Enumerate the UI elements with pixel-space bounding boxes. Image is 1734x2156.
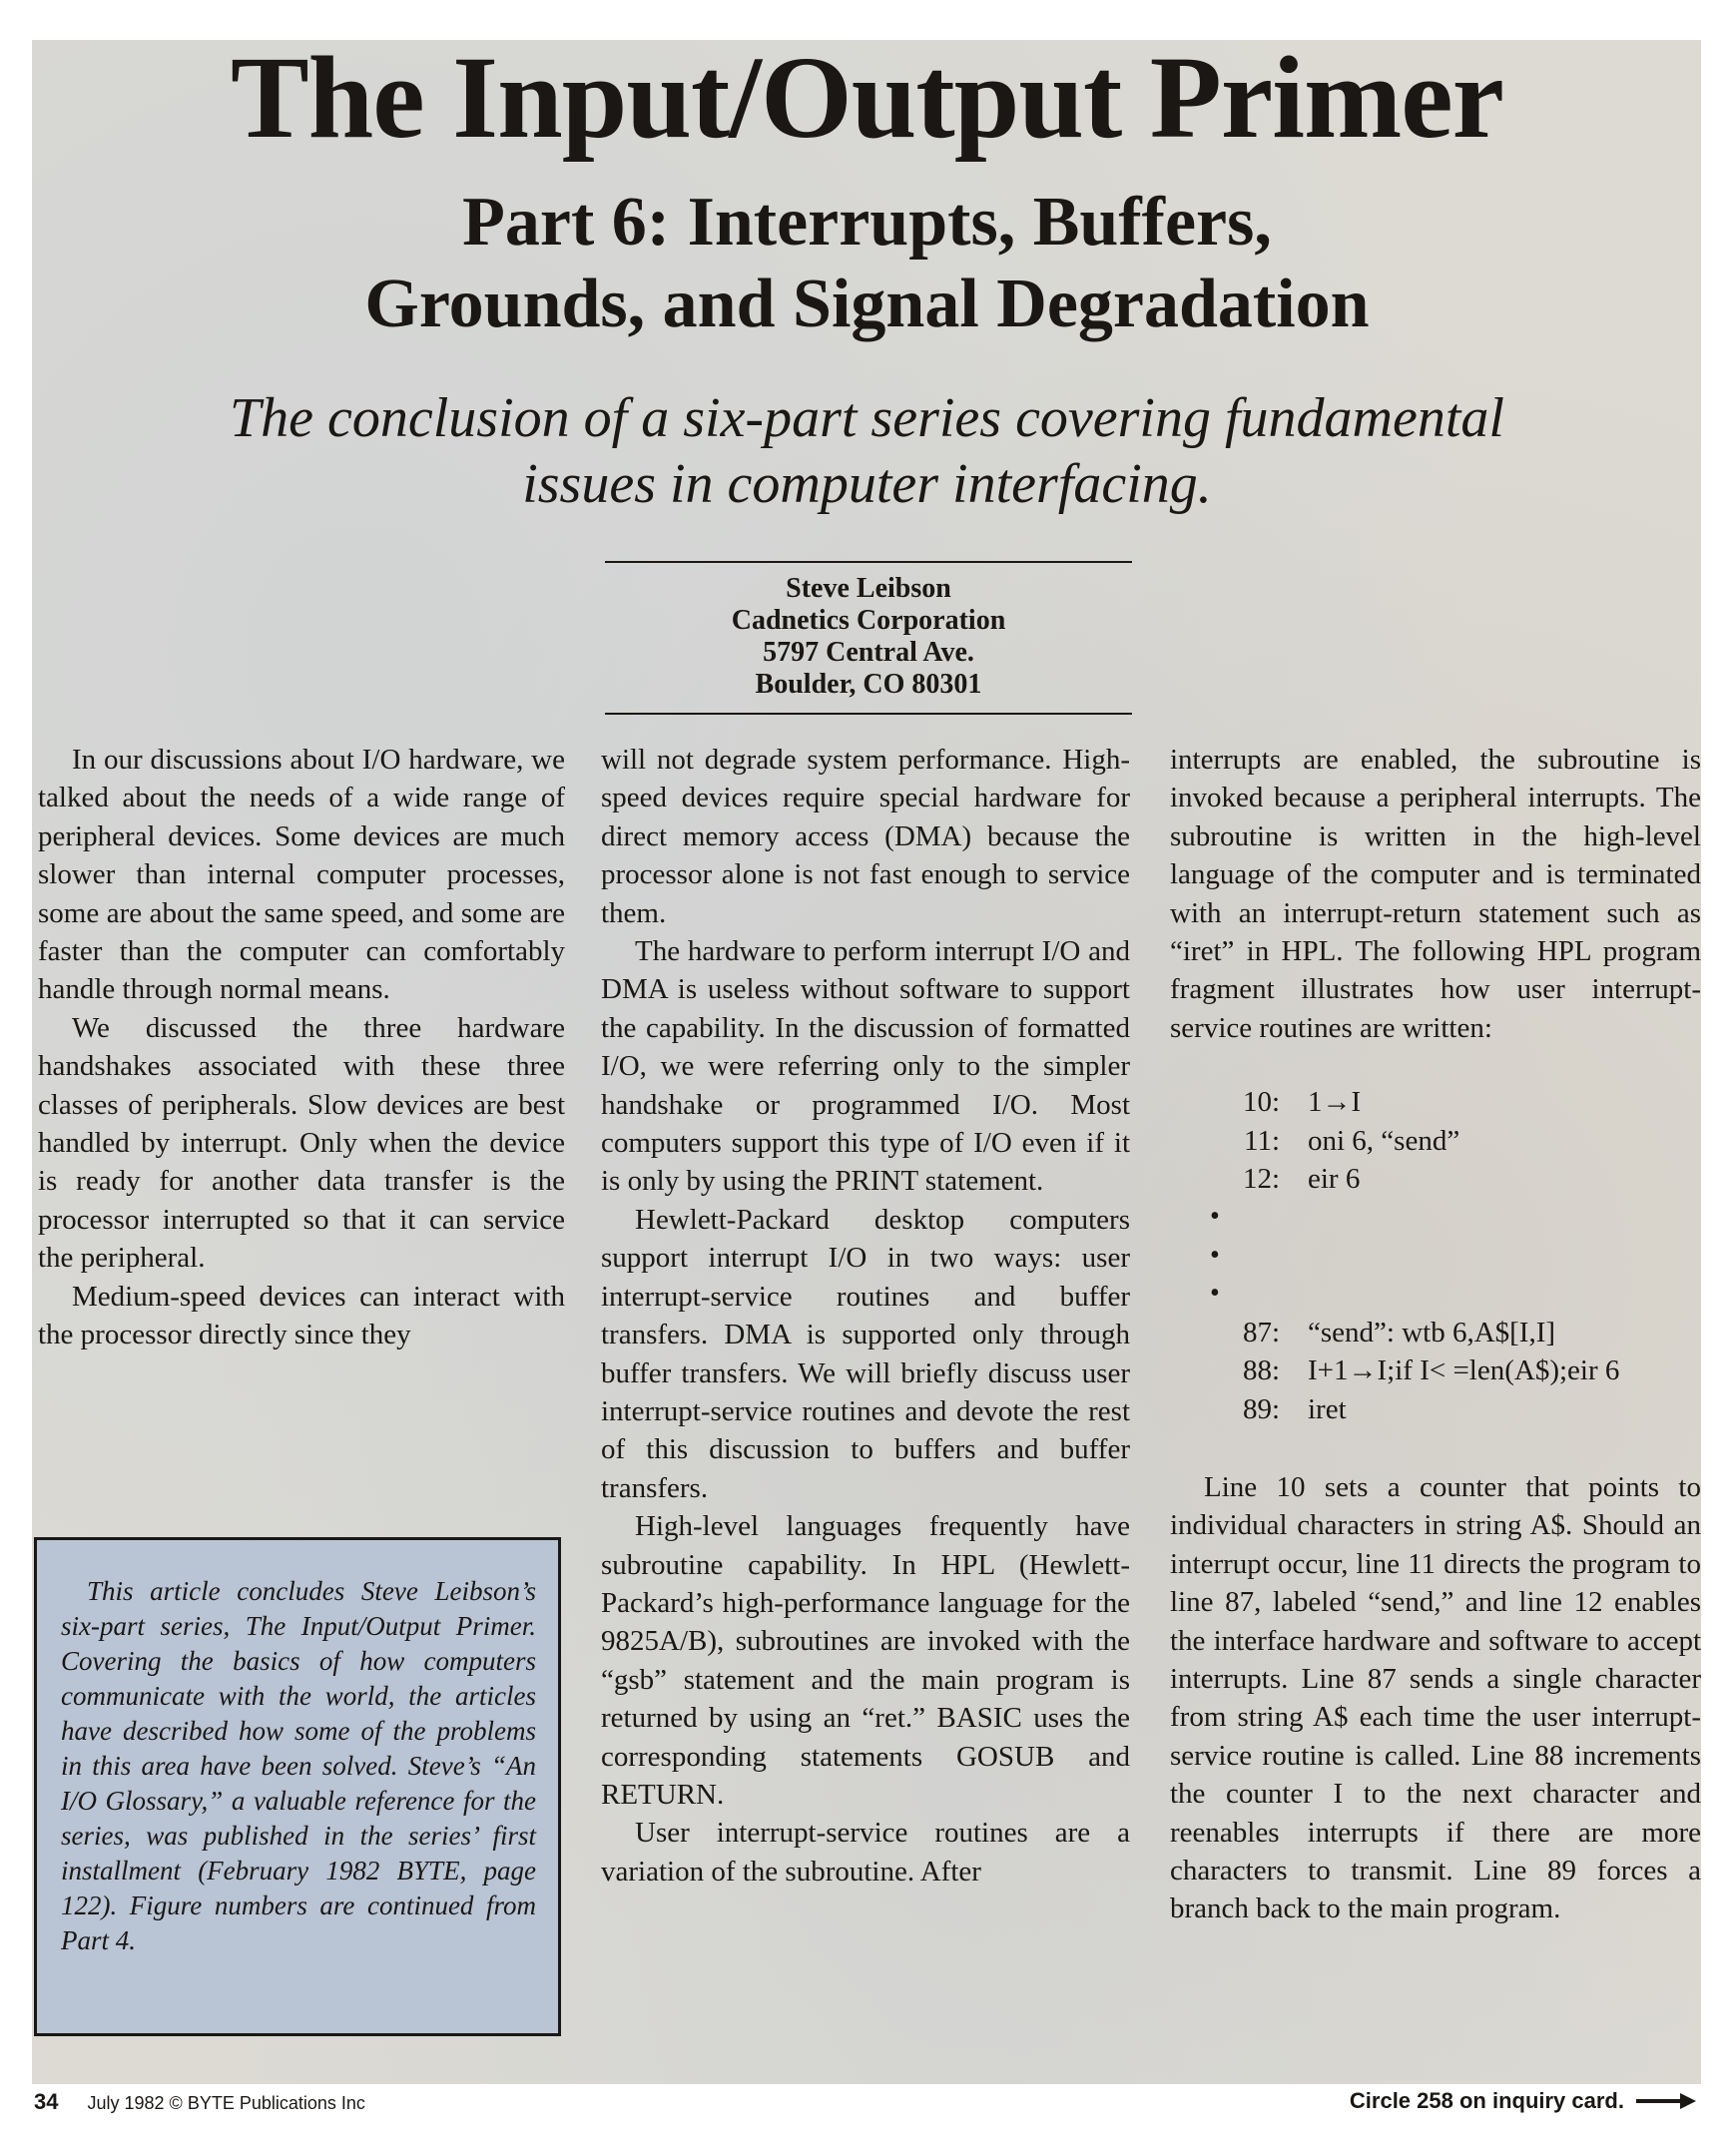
author-company: Cadnetics Corporation <box>731 605 1006 636</box>
article-title: The Input/Output Primer <box>230 32 1504 163</box>
code-line-text: eir 6 <box>1308 1163 1361 1196</box>
inquiry-note <box>1350 2088 1698 2114</box>
page-footer <box>34 2089 365 2115</box>
paragraph: High-level languages frequently have subroutine capability. In HPL (Hewlett-Packard’s high-performance language for the 9825A/B), subroutines are invoked with the “gsb” statement and the main program is returned by using an “ret.” BASIC uses the corresponding statements GOSUB and RETURN. <box>601 1510 1130 1811</box>
code-line-number: 11: <box>1244 1124 1280 1157</box>
code-line <box>1170 1160 1701 1198</box>
code-line <box>1170 1122 1701 1160</box>
code-line-text: iret <box>1308 1392 1347 1425</box>
subtitle-line-1: Part 6: Interrupts, Buffers, <box>462 184 1272 261</box>
code-ellipsis-bullet: • <box>1210 1239 1220 1271</box>
code-line-number: 89: <box>1242 1392 1280 1425</box>
code-line-text: oni 6, “send” <box>1308 1124 1460 1157</box>
code-line <box>1170 1390 1701 1428</box>
subtitle-line-2: Grounds, and Signal Degradation <box>364 266 1370 342</box>
hpl-code-listing <box>1170 1083 1701 1428</box>
code-line <box>1170 1351 1701 1389</box>
byline-rule-bottom <box>605 713 1132 715</box>
code-line-number: 87: <box>1242 1316 1280 1348</box>
paragraph: We discussed the three hardware handshakes associated with these three classes of peripherals. Slow devices are best handled by interrupt. Only when the device is ready for another data transfer is the processor interrupted so that it can service the peripheral. <box>38 1011 565 1275</box>
series-note-box <box>34 1537 561 2036</box>
code-line-text: 1→I <box>1308 1086 1362 1119</box>
code-line-text: “send”: wtb 6,A$[I,I] <box>1308 1316 1556 1348</box>
inquiry-text: Circle 258 on inquiry card. <box>1349 2088 1624 2113</box>
author-byline <box>605 573 1132 701</box>
article-deck <box>0 385 1734 517</box>
author-city: Boulder, CO 80301 <box>755 669 982 700</box>
paragraph: Medium-speed devices can interact with the processor directly since they <box>38 1280 565 1351</box>
deck-line-2: issues in computer interfacing. <box>522 453 1212 515</box>
paragraph: Hewlett-Packard desktop computers support interrupt I/O in two ways: user interrupt-service routines and buffer transfers. DMA is supported only through buffer transfers. We will briefly discuss user interrupt-service routines and devote the rest of this discussion to buffers and buffer transfers. <box>601 1203 1130 1504</box>
code-line-number: 88: <box>1242 1354 1280 1387</box>
text-column-3 <box>1170 741 1701 1928</box>
paragraph: will not degrade system performance. High-speed devices require special hardware for direct memory access (DMA) because the processor alone is not fast enough to service them. <box>601 744 1130 929</box>
deck-line-1: The conclusion of a six-part series covering fundamental <box>230 387 1504 449</box>
text-column-1 <box>38 741 565 1354</box>
paragraph: Line 10 sets a counter that points to individual characters in string A$. Should an interrupt occur, line 11 directs the program to line 87, labeled “send,” and line 12 enables the interface hardware and software to accept interrupts. Line 87 sends a single character from string A$ each time the user interrupt-service routine is called. Line 88 increments the counter I to the next character and reenables interrupts if there are more characters to transmit. Line 89 forces a branch back to the main program. <box>1170 1470 1701 1925</box>
paragraph: In our discussions about I/O hardware, we talked about the needs of a wide range of peripheral devices. Some devices are much slower than internal computer processes, some are about the same speed, and some are faster than the computer can comfortably handle through normal means. <box>38 744 565 1006</box>
text-column-2 <box>601 741 1130 1890</box>
right-arrow-icon <box>1634 2091 1698 2111</box>
article-subtitle <box>0 182 1734 345</box>
paragraph: User interrupt-service routines are a variation of the subroutine. After <box>601 1817 1130 1887</box>
code-line-number: 10: <box>1242 1086 1280 1119</box>
paragraph: interrupts are enabled, the subroutine is invoked because a peripheral interrupts. The subroutine is written in the high-level language of the computer and is terminated with an interrupt-return statement such as “iret” in HPL. The following HPL program fragment illustrates how user interrupt-service routines are written: <box>1170 744 1701 1044</box>
code-line-number: 12: <box>1242 1163 1280 1196</box>
code-ellipsis-bullet: • <box>1210 1201 1220 1233</box>
paragraph: The hardware to perform interrupt I/O and DMA is useless without software to support the capability. In the discussion of formatted I/O, we were referring only to the simpler handshake or programmed I/O. Most computers support this type of I/O even if it is only by using the PRINT statement. <box>601 935 1130 1198</box>
code-line <box>1170 1083 1701 1121</box>
code-line <box>1170 1314 1701 1351</box>
author-street: 5797 Central Ave. <box>763 637 974 668</box>
code-ellipsis-bullet: • <box>1210 1278 1220 1310</box>
publication-credit: July 1982 © BYTE Publications Inc <box>87 2093 365 2113</box>
series-note-text: This article concludes Steve Leibson’s six-part series, The Input/Output Primer. Covering the basics of how computers communicate with the world, the articles have described how some of the problems in this area have been solved. Steve’s “An I/O Glossary,” a valuable reference for the series, was published in the series’ first installment (February 1982 BYTE, page 122). Figure numbers are continued from Part 4. <box>61 1576 536 1955</box>
byline-rule-top <box>605 561 1132 563</box>
code-line-text: I+1→I;if I< =len(A$);eir 6 <box>1308 1354 1620 1387</box>
author-name: Steve Leibson <box>786 573 951 604</box>
page-number: 34 <box>34 2089 59 2114</box>
